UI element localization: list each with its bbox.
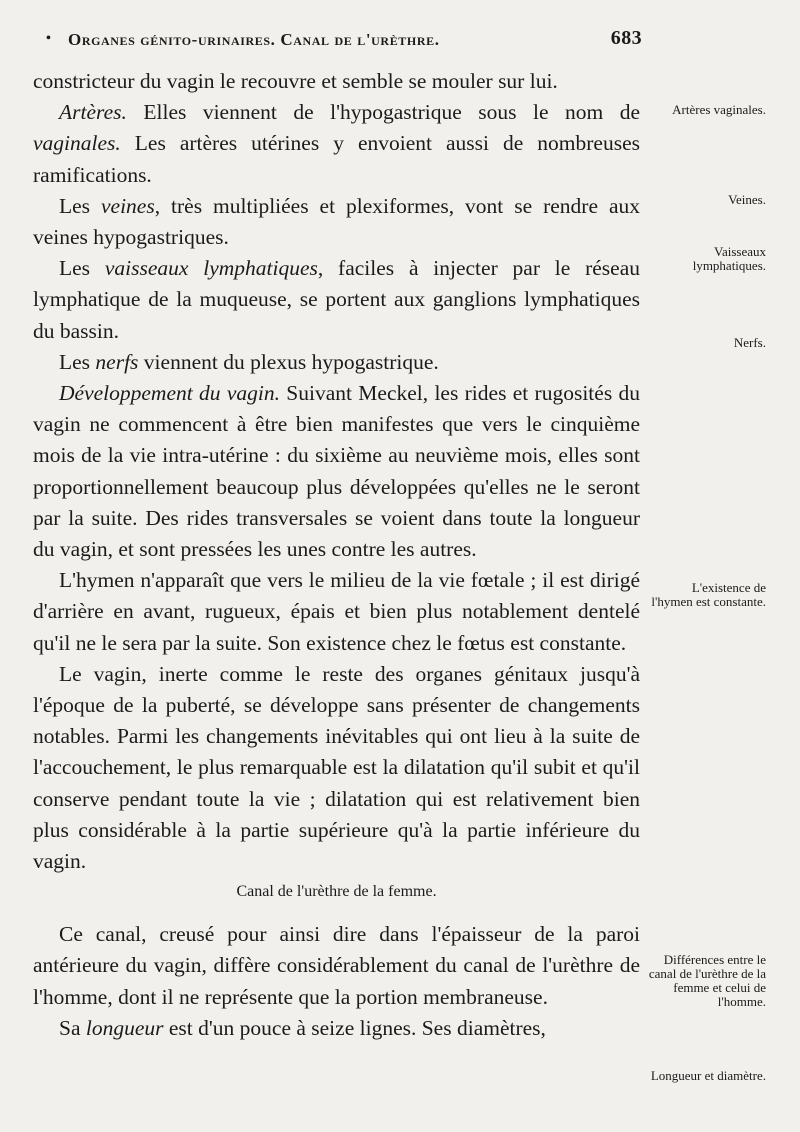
paragraph-veines: Les veines, très multipliées et plexiformes, vont se rendre aux veines hypogastriques. [33, 193, 640, 250]
section-title: Canal de l'urèthre de la femme. [236, 883, 437, 901]
term-developpement: Développement du vagin. [59, 381, 280, 406]
paragraph-continuation: constricteur du vagin le recouvre et semble se mouler sur lui. [33, 69, 558, 93]
paragraph-arteres: Artères. Elles viennent de l'hypogastrique sous le nom de vaginales. Les artères utérines y envoient aussi de nombreuses ramifications. [33, 100, 640, 187]
paragraph-developpement: Développement du vagin. Suivant Meckel, les rides et rugosités du vagin ne commencent à être bien manifestes que vers le cinquième mois de la vie intra-utérine : du sixième au neuvième mois, elles sont proportionnellement beaucoup plus développées qu'elles ne le seront par la suite. Des rides transversales se voient dans toute la longueur du vagin, et sont pressées les unes contre les autres. [33, 381, 641, 562]
term-vaisseaux-lymphatiques: vaisseaux lymphatiques [104, 256, 318, 281]
header-bullet: • [46, 31, 52, 46]
margin-note-differences: Différences entre le canal de l'urèthre de la femme et celui de l'homme. [648, 952, 766, 1009]
margin-note-lymphatiques: Vaisseaux lymphatiques. [692, 244, 766, 273]
term-longueur: longueur [85, 1015, 164, 1040]
margin-note-longueur: Longueur et diamètre. [650, 1068, 766, 1083]
term-nerfs: nerfs [95, 349, 139, 374]
margin-note-nerfs: Nerfs. [733, 335, 766, 350]
paragraph-lymphatiques: Les vaisseaux lymphatiques, faciles à injecter par le réseau lymphatique de la muqueuse, se portent aux ganglions lymphatiques du bassin. [33, 256, 640, 343]
margin-note-veines: Veines. [728, 192, 766, 207]
header-title: Organes génito-urinaires. Canal de l'urèthre. [68, 30, 440, 49]
paragraph-nerfs: Les nerfs viennent du plexus hypogastrique. [59, 349, 439, 374]
term-veines: veines [101, 193, 155, 218]
term-arteres: Artères. [59, 100, 127, 125]
paragraph-hymen: L'hymen n'apparaît que vers le milieu de la vie fœtale ; il est dirigé d'arrière en avant, rugueux, épais et bien plus notablement dentelé qu'il ne le sera par la suite. Son existence chez le fœtus est constante. [33, 568, 640, 655]
margin-note-hymen: L'existence de l'hymen est constante. [651, 580, 766, 609]
paragraph-canal: Ce canal, creusé pour ainsi dire dans l'épaisseur de la paroi antérieure du vagin, diffère considérablement du canal de l'urèthre de l'homme, dont il ne représente que la portion membraneuse. [33, 922, 640, 1009]
paragraph-longueur: Sa longueur est d'un pouce à seize lignes. Ses diamètres, [59, 1015, 546, 1040]
term-vaginales: vaginales. [33, 131, 121, 156]
main-text [33, 66, 640, 1044]
margin-note-arteres: Artères vaginales. [672, 102, 766, 117]
page-number: 683 [610, 27, 642, 49]
paragraph-vagin-puberte: Le vagin, inerte comme le reste des organes génitaux jusqu'à l'époque de la puberté, se développe sans présenter de changements notables. Parmi les changements inévitables qui ont lieu à la suite de l'accouchement, le plus remarquable est la dilatation qu'il subit et qu'il conserve pendant toute la vie ; dilatation qui est relativement bien plus considérable à la partie supérieure qu'à la partie inférieure du vagin. [33, 661, 640, 874]
